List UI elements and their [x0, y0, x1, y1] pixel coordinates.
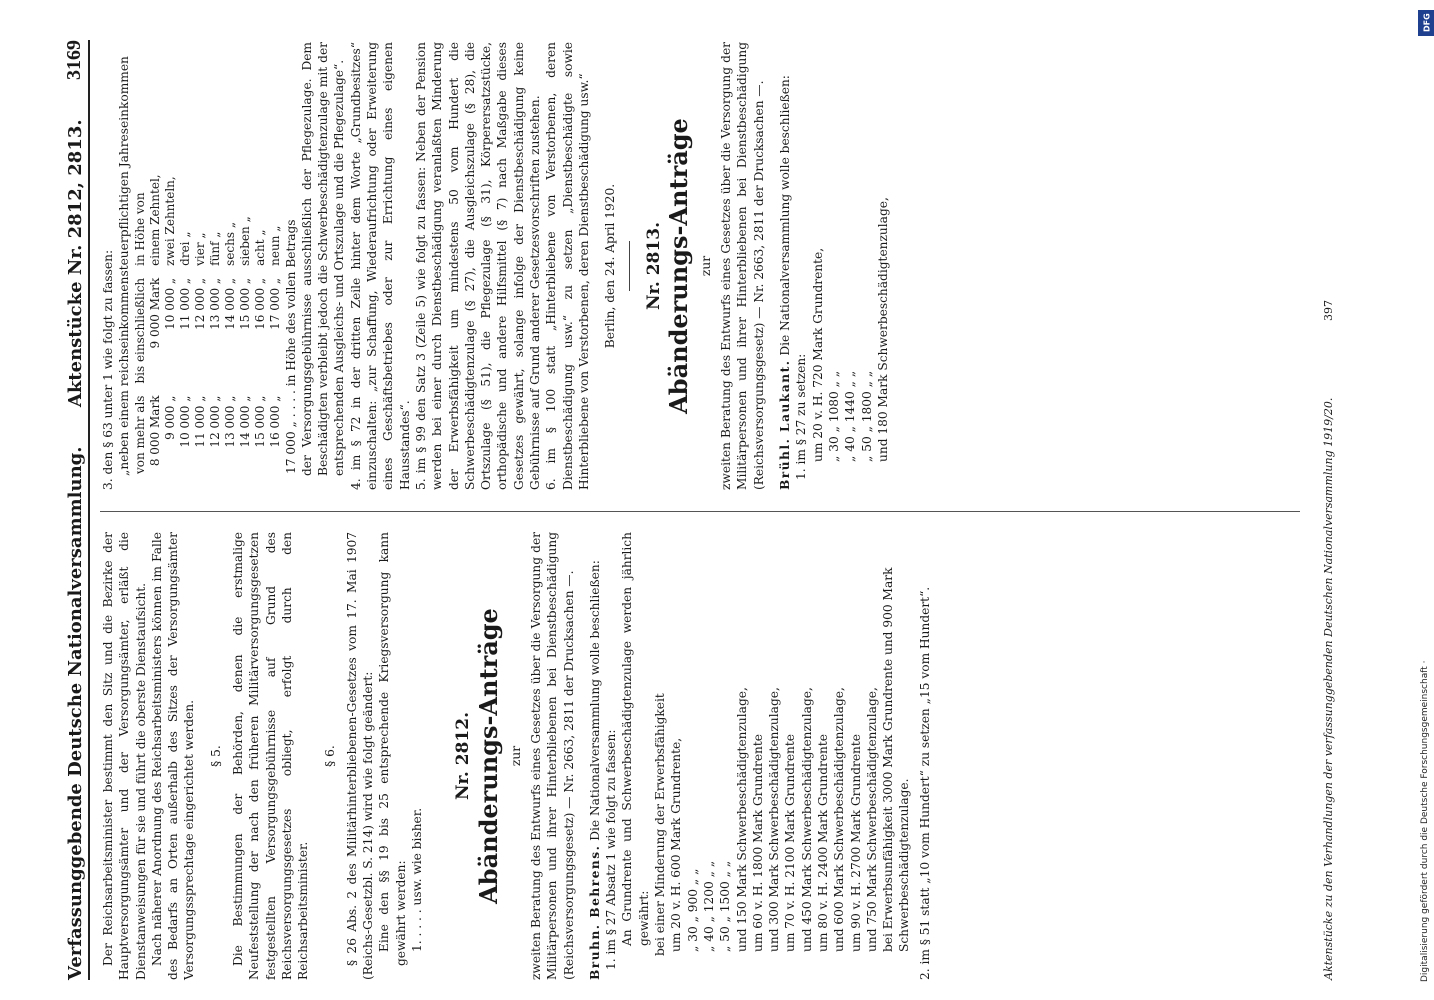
- digitization-sidebar: [1418, 10, 1434, 990]
- motion-item: 5. im § 99 den Satz 3 (Zeile 5) wie folgt zu fassen: Neben der Pension werden bei einer durch Dienstbeschädigung veranlaßten Minderung der Erwerbsfähigkeit um mindestens 50 vom Hundert die Schwerbeschädigtenzulage (§ 27), die Ausgleichszulage (§ 28), die Ortszulage (§ 51), die Pflegezulage (§ 31), Körperersatzstücke, orthopädische und andere Hilfsmittel (§ 7) nach Maßgabe dieses Gesetzes gewährt, solange infolge der Dienstbeschädigung keine Gebührnisse auf Grund anderer Gesetzesvorschriften zustehen.: [413, 42, 543, 490]
- sheet-signature: 397: [1322, 300, 1335, 321]
- header-subtitle: Aktenstücke Nr. 2812, 2813.: [65, 119, 86, 408]
- table-cell: 10 000 „: [162, 277, 177, 330]
- table-cell: drei „: [177, 231, 192, 266]
- rate-list: [668, 532, 912, 952]
- paragraph: Eine den §§ 19 bis 25 entsprechende Kriegsversorgung kann gewährt werden:: [377, 532, 408, 966]
- table-row: [208, 168, 223, 480]
- rate-line: und 450 Mark Schwerbeschädigtenzulage,: [799, 687, 814, 952]
- table-cell: sechs „: [222, 221, 237, 266]
- table-header: von mehr als: [132, 395, 147, 474]
- paragraph: § 26 Abs. 2 des Militärhinterbliebenen-Gesetzes vom 17. Mai 1907 (Reichs-Gesetzbl. S. 214) wird wie folgt geändert:: [344, 532, 376, 980]
- table-cell: 13 000 „: [222, 395, 237, 448]
- rate-line: „ 40 „ 1200 „ „: [701, 860, 716, 952]
- table-cell: 11 000 „: [192, 395, 207, 448]
- motion-names: Bruhn. Behrens.: [587, 844, 602, 980]
- rate-list: [810, 42, 891, 462]
- table-row: [193, 168, 208, 480]
- table-cell: 9 000 „: [162, 395, 177, 440]
- section-heading: § 6.: [322, 745, 337, 767]
- table-header: bis einschließlich: [132, 277, 147, 384]
- table-cell: 13 000 „: [207, 277, 222, 330]
- table-header-row: [133, 168, 148, 480]
- rate-line: um 20 v. H. 600 Mark Grundrente,: [669, 737, 684, 952]
- rate-line: bei Erwerbsunfähigkeit 3000 Mark Grundrente und 900 Mark Schwerbeschädigtenzulage.: [881, 567, 912, 952]
- document-heading: Abänderungs-Anträge: [663, 118, 693, 414]
- table-cell: 12 000 „: [192, 277, 207, 330]
- intro-text: zweiten Beratung des Entwurfs eines Gesetzes über die Versorgung der Militärpersonen und ihrer Hinterbliebenen bei Dienstbeschädigung (Reichsversorgungsgesetz) — Nr. 2663, 2811 der Drucksachen —.: [528, 532, 576, 980]
- footer-source: Aktenstücke zu den Verhandlungen der verfassunggebenden Deutschen Nationalversammlung 1919/20.: [1322, 397, 1335, 980]
- table-row: [163, 168, 178, 480]
- rate-line: „ 30 „ 1080 „ „: [826, 370, 841, 462]
- motion-item-text: „neben einem reichseinkommensteuerpflichtigen Jahreseinkommen: [117, 56, 132, 476]
- table-cell: sieben „: [237, 216, 252, 266]
- paragraph: 1. . . . . usw. wie bisher.: [410, 807, 425, 952]
- table-cell: 8 000 Mark: [147, 395, 162, 467]
- right-column: [100, 42, 1300, 490]
- intro-text: zweiten Beratung des Entwurfs eines Gesetzes über die Versorgung der Militärpersonen und ihrer Hinterbliebenen bei Dienstbeschädigung (Reichsversorgungsgesetz) — Nr. 2663, 2811 der Drucksachen —.: [719, 42, 766, 490]
- rate-line: um 70 v. H. 2100 Mark Grundrente: [783, 733, 798, 952]
- rate-line: und 180 Mark Schwerbeschädigtenzulage,: [875, 197, 890, 462]
- table-row: [223, 168, 238, 480]
- table-row: [253, 168, 268, 480]
- page-number: 3169: [63, 40, 85, 81]
- table-cell: einem Zehntel,: [147, 174, 162, 266]
- rate-line: und 150 Mark Schwerbeschädigtenzulage,: [734, 687, 749, 952]
- motion-item: 1. im § 27 zu setzen:: [794, 353, 809, 480]
- document-number: Nr. 2812.: [453, 712, 474, 801]
- motion-item: 1. im § 27 Absatz 1 wie folgt zu fassen:: [604, 729, 619, 970]
- table-header: in Höhe von: [132, 192, 147, 266]
- rate-line: „ 50 „ 1800 „ „: [859, 370, 874, 462]
- section-heading: § 5.: [208, 745, 223, 767]
- rate-line: um 80 v. H. 2400 Mark Grundrente: [815, 733, 830, 952]
- rate-line: um 60 v. H. 1800 Mark Grundrente: [750, 733, 765, 952]
- paragraph: Der Reichsarbeitsminister bestimmt den Sitz und die Bezirke der Hauptversorgungsämter und der Versorgungsämter, erläßt die Dienstanweisungen für sie und führt die oberste Dienstaufsicht.: [101, 532, 148, 980]
- table-row: [238, 168, 253, 480]
- table-cell: 16 000 „: [252, 277, 267, 330]
- table-row: [148, 168, 163, 480]
- rate-line: „ 30 „ 900 „ „: [685, 868, 700, 952]
- table-cell: 16 000 „: [267, 395, 282, 448]
- table-cell: 12 000 „: [207, 395, 222, 448]
- table-cell: 14 000 „: [222, 277, 237, 330]
- heading-connector: zur: [698, 255, 713, 277]
- motion-item-text: bei einer Minderung der Erwerbsfähigkeit: [653, 693, 668, 956]
- table-cell: 17 000 „: [267, 277, 282, 330]
- table-cell: 11 000 „: [177, 277, 192, 330]
- rate-line: um 20 v. H. 720 Mark Grundrente,: [810, 247, 825, 462]
- left-column: [100, 532, 1300, 980]
- table-cell: 15 000 „: [237, 277, 252, 330]
- motion-text: Die Nationalversammlung wolle beschließen:: [778, 75, 793, 356]
- rate-line: und 300 Mark Schwerbeschädigtenzulage,: [767, 687, 782, 952]
- table-cell: 10 000 „: [177, 395, 192, 448]
- document-number: Nr. 2813.: [643, 222, 664, 311]
- paragraph: Nach näherer Anordnung des Reichsarbeitsministers können im Falle des Bedarfs an Orten außerhalb des Sitzes der Versorgungsämter Versorgungssprechtage eingerichtet werden.: [149, 532, 197, 980]
- page-footer: [1322, 40, 1382, 980]
- motion-item: 3. den § 63 unter 1 wie folgt zu fassen:: [101, 249, 115, 490]
- motion-item: 2. im § 51 statt „10 vom Hundert“ zu setzen „15 vom Hundert“.: [917, 586, 932, 980]
- motion-item: 4. im § 72 in der dritten Zeile hinter dem Worte „Grundbesitzes“ einzuschalten: „zur Schaffung, Wiederaufrichtung oder Erweiterung eines Geschäftsbetriebes oder zur Errichtung eines eigenen Hausstandes“.: [348, 42, 412, 490]
- document-sheet: [60, 40, 1420, 980]
- dfg-logo: DFG: [1418, 10, 1434, 36]
- header-title: Verfassunggebende Deutsche Nationalversammlung.: [65, 446, 86, 980]
- table-cell: acht „: [252, 229, 267, 266]
- table-cell: 14 000 „: [237, 395, 252, 448]
- motion-text: Die Nationalversammlung wolle beschließen:: [587, 560, 602, 841]
- rate-line: „ 50 „ 1500 „ „: [718, 860, 733, 952]
- rate-line: und 600 Mark Schwerbeschädigtenzulage,: [832, 687, 847, 952]
- heading-connector: zur: [508, 745, 523, 767]
- table-cell: fünf „: [207, 231, 222, 266]
- document-heading: Abänderungs-Anträge: [473, 608, 503, 904]
- income-table: [133, 168, 283, 480]
- table-cell: 15 000 „: [252, 395, 267, 448]
- table-cell: zwei Zehnteln,: [162, 176, 177, 266]
- motion-item-text: der Versorgungsgebührnisse ausschließlich der Pflegezulage. Dem Beschädigten verbleibt jedoch die Schwerbeschädigtenzulage mit der entsprechenden Ausgleichs- und Ortszulage und die Pflegezulage“.: [299, 42, 347, 476]
- table-last-row: 17 000 „ . . . . in Höhe des vollen Betrags: [283, 219, 298, 474]
- digitization-note: Digitalisierung gefördert durch die Deutsche Forschungsgemeinschaft ·: [1420, 660, 1430, 982]
- motion-item: 6. im § 100 statt „Hinterbliebene von Verstorbenen, deren Dienstbeschädigung usw.“ zu setzen „Dienstbeschädigte sowie Hinterbliebene von Verstorbenen, deren Dienstbeschädigung usw.“: [544, 42, 591, 490]
- table-row: [268, 168, 283, 480]
- paragraph: Die Bestimmungen der Behörden, denen die erstmalige Neufeststellung der nach den früheren Militärversorgungsgesetzen festgestellten Versorgungsgebührnisse auf Grund des Reichsversorgungsgesetzes obliegt, erfolgt durch den Reichsarbeitsminister.: [231, 532, 311, 980]
- table-cell: neun „: [267, 225, 282, 266]
- table-cell: vier „: [192, 232, 207, 266]
- table-row: [178, 168, 193, 480]
- table-cell: 9 000 Mark: [147, 277, 162, 349]
- column-divider: [100, 511, 1300, 512]
- rate-line: und 750 Mark Schwerbeschädigtenzulage,: [864, 687, 879, 952]
- rate-line: „ 40 „ 1440 „ „: [843, 370, 858, 462]
- page-header: [60, 40, 90, 980]
- date-line: Berlin, den 24. April 1920.: [603, 183, 618, 349]
- motion-item-text: An Grundrente und Schwerbeschädigtenzulage werden jährlich gewährt:: [620, 532, 651, 946]
- separator-rule: [629, 241, 630, 291]
- motion-names: Brühl. Laukant.: [778, 359, 793, 490]
- rate-line: um 90 v. H. 2700 Mark Grundrente: [848, 733, 863, 952]
